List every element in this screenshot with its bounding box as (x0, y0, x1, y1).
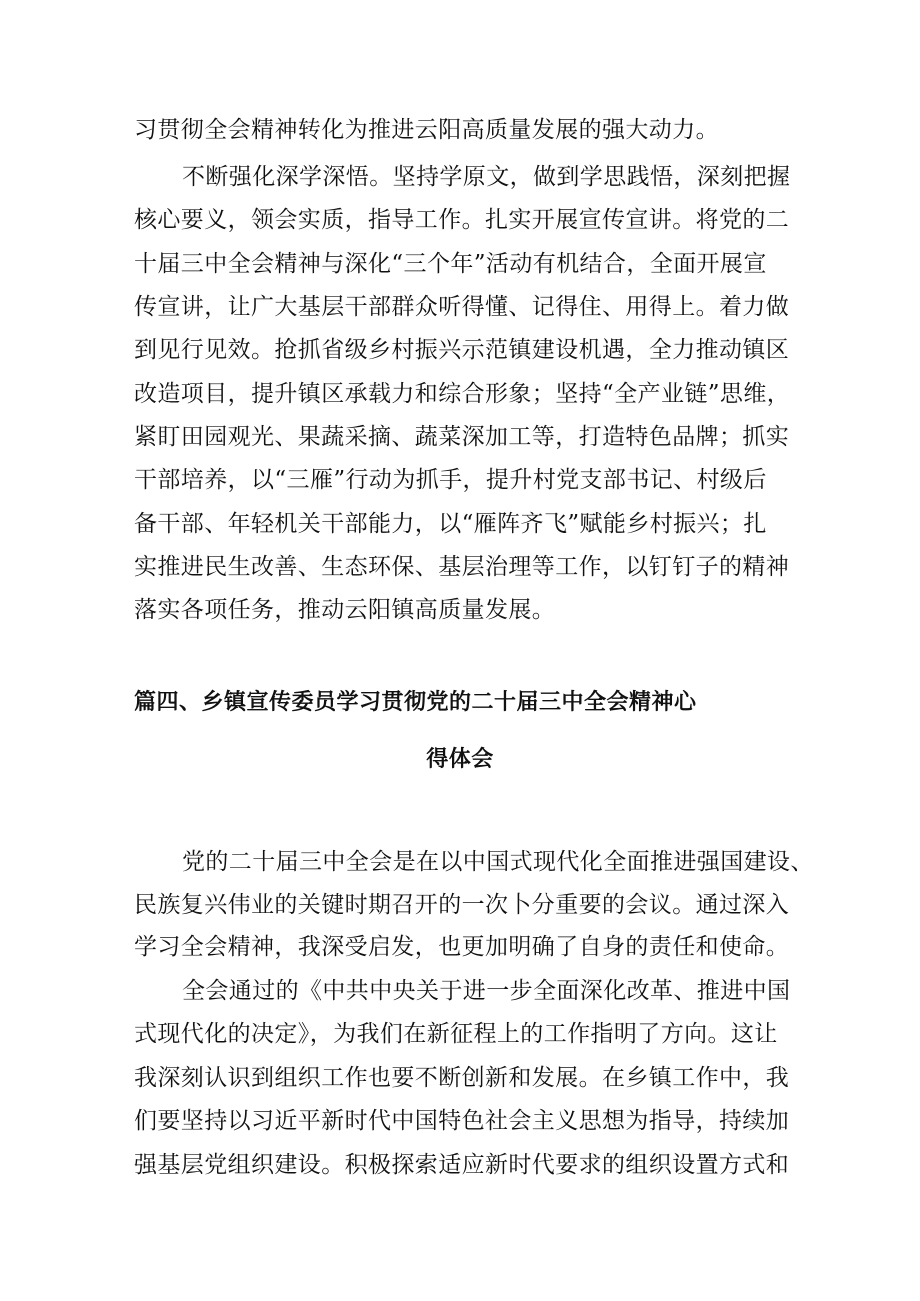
paragraph-line: 党的二十届三中全会是在以中国式现代化全面推进强国建设、 (182, 849, 814, 875)
paragraph-line: 民族复兴伟业的关键时期召开的一次卜分重要的会议。通过深入 (134, 892, 790, 918)
paragraph-line: 十届三中全会精神与深化“三个年”活动有机结合，全面开展宣 (134, 251, 767, 277)
paragraph-line: 习贯彻全会精神转化为推进云阳高质量发展的强大动力。 (134, 117, 719, 143)
paragraph-line: 传宣讲，让广大基层干部群众听得懂、记得住、用得上。着力做 (134, 294, 790, 320)
paragraph-line: 我深刻认识到组织工作也要不断创新和发展。在乡镇工作中，我 (134, 1065, 790, 1091)
paragraph-line: 核心要义，领会实质，指导工作。扎实开展宣传宣讲。将党的二 (134, 207, 790, 233)
paragraph-line: 不断强化深学深悟。坚持学原文，做到学思践悟，深刻把握 (182, 164, 791, 190)
paragraph-line: 全会通过的《中共中央关于进一步全面深化改革、推进中国 (182, 978, 791, 1004)
paragraph-line: 实推进民生改善、生态环保、基层治理等工作，以钉钉子的精神 (134, 554, 790, 580)
paragraph-line: 干部培养，以“三雁”行动为抓手，提升村党支部书记、村级后 (134, 467, 767, 493)
section-title: 篇四、乡镇宣传委员学习贯彻党的二十届三中全会精神心 (134, 690, 697, 715)
paragraph-line: 改造项目，提升镇区承载力和综合形象；坚持“全产业链”思维， (134, 381, 791, 407)
paragraph-line: 们要坚持以习近平新时代中国特色社会主义思想为指导，持续加 (134, 1108, 790, 1134)
paragraph-line: 紧盯田园观光、果蔬采摘、蔬菜深加工等，打造特色品牌；抓实 (134, 424, 790, 450)
paragraph-line: 式现代化的决定》，为我们在新征程上的工作指明了方向。这让 (134, 1021, 778, 1047)
paragraph-line: 学习全会精神，我深受启发，也更加明确了自身的责任和使命。 (134, 934, 790, 960)
paragraph-line: 强基层党组织建设。积极探索适应新时代要求的组织设置方式和 (134, 1152, 790, 1178)
paragraph-line: 备干部、年轻机关干部能力，以“雁阵齐飞”赋能乡村振兴；扎 (134, 511, 767, 537)
paragraph-line: 落实各项任务，推动云阳镇高质量发展。 (134, 597, 556, 623)
paragraph-line: 到见行见效。抢抓省级乡村振兴示范镇建设机遇，全力推动镇区 (134, 337, 790, 363)
section-title-continued: 得体会 (426, 747, 494, 772)
